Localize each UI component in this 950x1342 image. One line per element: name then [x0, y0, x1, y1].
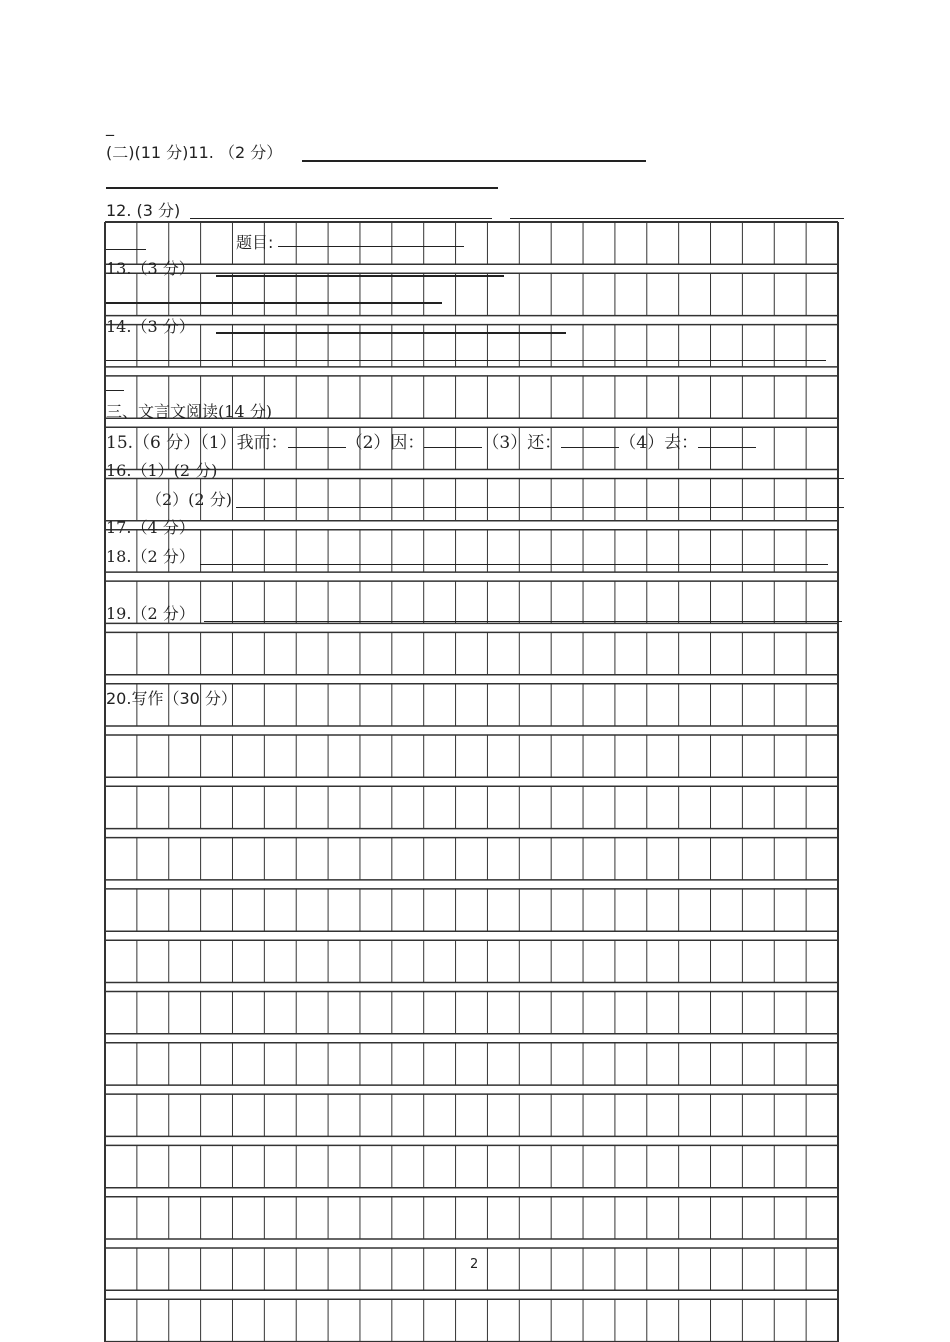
section-3-heading: 三、文言文阅读(14 分) [106, 402, 272, 421]
q13-label: 13.（3 分） [106, 259, 195, 278]
section-2-heading [106, 144, 282, 162]
q15-item-1: （1）我而： [200, 433, 288, 453]
q18-label: 18.（2 分） [106, 547, 195, 566]
q15-blank-3[interactable] [561, 433, 619, 448]
q16-label: 16.（1）(2 分) [106, 461, 218, 480]
q18-answer-line[interactable] [200, 564, 828, 565]
q14-answer-line-2[interactable] [106, 360, 826, 361]
q12-label: 12. (3 分) [106, 201, 181, 220]
top-mark: _ [106, 117, 114, 136]
q11-answer-line-2[interactable] [106, 187, 498, 189]
q15-blank-4[interactable] [698, 433, 756, 448]
page-number: 2 [470, 1257, 479, 1272]
q15-item-2: （2）因： [345, 433, 425, 453]
q19-label: 19.（2 分） [106, 604, 195, 623]
q15-item-4: （4）去： [619, 433, 699, 453]
q14-answer-line-1[interactable] [216, 332, 566, 334]
q11-points: （2 分） [218, 143, 283, 162]
q20-label: 20.写作（30 分） [106, 689, 237, 708]
q13-answer-line-1[interactable] [216, 275, 504, 277]
title-left-line [106, 249, 146, 250]
q12-answer-line-1[interactable] [190, 218, 492, 219]
q16-1-answer-line[interactable] [240, 478, 844, 479]
q15-item-3: （3）还： [482, 433, 562, 453]
q12-answer-line-2[interactable] [510, 218, 844, 219]
q15-blank-1[interactable] [288, 433, 346, 448]
q15-prefix: 15.（6 分） [106, 433, 201, 453]
q17-label: 17.（4 分） [106, 518, 195, 537]
q13-answer-line-2[interactable] [106, 302, 442, 304]
q14-label: 14.（3 分） [106, 317, 195, 336]
section-2-label: (二)(11 分)11. [106, 143, 214, 162]
q16-2-answer-line[interactable] [236, 507, 844, 508]
q14-short-mark [106, 390, 124, 391]
q11-answer-line-1[interactable] [302, 160, 646, 162]
q19-answer-line[interactable] [204, 621, 842, 622]
title-answer-line[interactable] [278, 246, 464, 247]
q15-blank-2[interactable] [424, 433, 482, 448]
q15-row [106, 433, 756, 452]
title-label: 题目: [236, 233, 274, 252]
q16-2-label: （2）(2 分) [146, 490, 232, 509]
